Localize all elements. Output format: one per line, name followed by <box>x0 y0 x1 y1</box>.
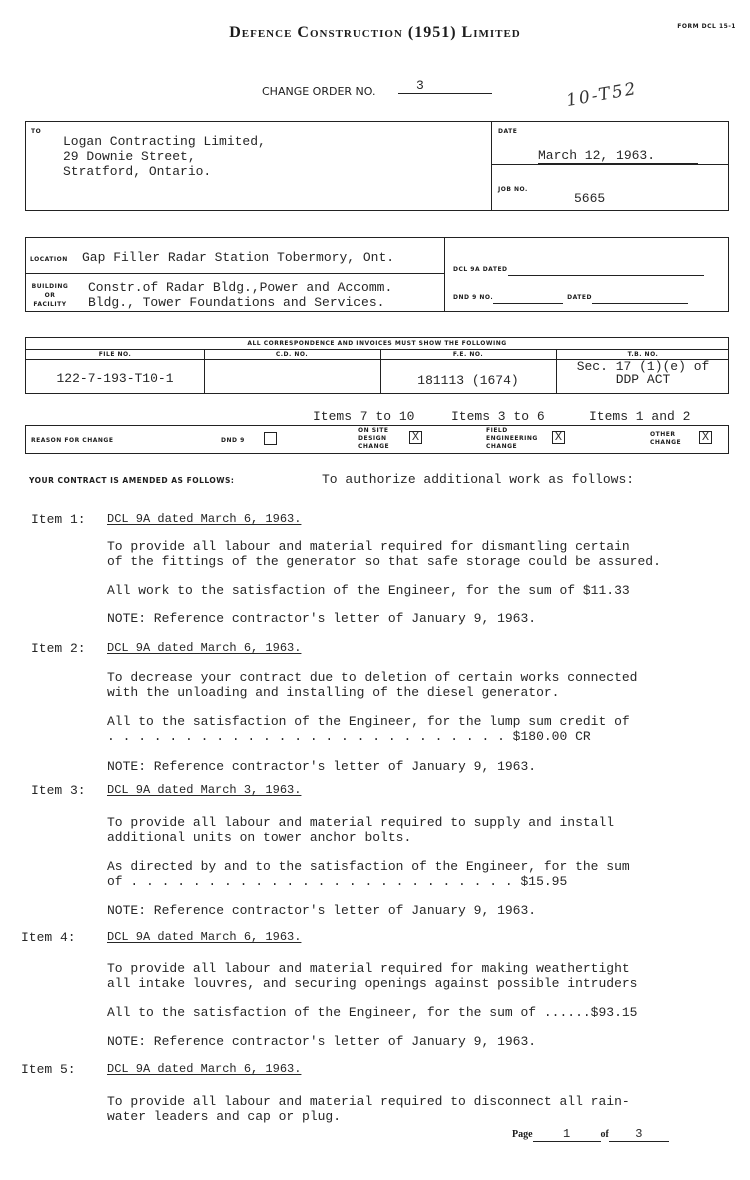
divider <box>444 238 445 311</box>
divider <box>491 122 492 210</box>
job-number-label: JOB NO. <box>498 186 528 193</box>
addressee-box <box>25 121 729 211</box>
item-reference: DCL 9A dated March 6, 1963. <box>107 930 302 944</box>
item-description-line: To provide all labour and material required for dismantling certain <box>107 539 630 554</box>
item-description <box>107 815 614 845</box>
reason-option-field-engineering-label <box>486 427 538 451</box>
change-order-label: CHANGE ORDER NO. <box>262 85 376 98</box>
page-indicator <box>512 1124 669 1142</box>
tb-number-value <box>556 360 730 386</box>
page-number: 1 <box>533 1127 601 1142</box>
item-description <box>107 1094 630 1124</box>
item-note: NOTE: Reference contractor's letter of January 9, 1963. <box>107 759 537 774</box>
building-line: Bldg., Tower Foundations and Services. <box>88 295 385 310</box>
item-sum-line: . . . . . . . . . . . . . . . . . . . . . . . . . . $180.00 CR <box>107 729 591 744</box>
reason-option-other-label <box>650 431 681 447</box>
reason-option-field-engineering-checkbox[interactable]: X <box>552 431 565 444</box>
dnd9-field <box>453 286 688 304</box>
reason-annotation: Items 3 to 6 <box>451 409 545 424</box>
dcl9a-dated-label: DCL 9A DATED <box>453 266 508 273</box>
file-number-value: 122-7-193-T10-1 <box>56 371 174 386</box>
reason-label: REASON FOR CHANGE <box>31 437 114 444</box>
addressee-line: Logan Contracting Limited, <box>63 134 266 149</box>
item-reference: DCL 9A dated March 6, 1963. <box>107 641 302 655</box>
item-description <box>107 670 638 700</box>
fe-number-value: 181113 (1674) <box>417 373 519 388</box>
label-line: CHANGE <box>358 443 390 450</box>
item-sum: All to the satisfaction of the Engineer, for the sum of ......$93.15 <box>107 1005 638 1020</box>
change-order-number: 3 <box>398 78 492 94</box>
item-label: Item 2: <box>31 641 86 656</box>
reason-option-on-site-label <box>358 427 389 451</box>
item-description-line: all intake louvres, and securing openings against possible intruders <box>107 976 638 991</box>
location-box <box>25 237 729 312</box>
dcl9a-dated-line <box>508 266 704 276</box>
label-line: ON SITE <box>358 427 389 434</box>
reason-option-dnd9-label: DND 9 <box>221 437 245 444</box>
item-sum-line: All to the satisfaction of the Engineer, for the lump sum credit of <box>107 714 630 729</box>
addressee-line: 29 Downie Street, <box>63 149 196 164</box>
divider <box>26 273 444 274</box>
item-reference: DCL 9A dated March 6, 1963. <box>107 512 302 526</box>
dnd9-line <box>493 294 563 304</box>
page-total: 3 <box>609 1127 669 1142</box>
job-number-value: 5665 <box>574 191 606 206</box>
item-note: NOTE: Reference contractor's letter of January 9, 1963. <box>107 611 537 626</box>
divider <box>26 349 728 350</box>
item-sum: All work to the satisfaction of the Engineer, for the sum of $11.33 <box>107 583 630 598</box>
location-label: LOCATION <box>30 256 68 263</box>
column-header-cd-no: C.D. NO. <box>275 351 309 358</box>
item-description-line: To provide all labour and material required to supply and install <box>107 815 615 830</box>
building-label <box>30 282 70 309</box>
item-reference: DCL 9A dated March 3, 1963. <box>107 783 302 797</box>
item-description-line: To provide all labour and material required for making weathertight <box>107 961 630 976</box>
item-sum <box>107 859 630 889</box>
reason-annotation: Items 7 to 10 <box>313 409 415 424</box>
location-value: Gap Filler Radar Station Tobermory, Ont. <box>82 250 395 265</box>
addressee-address <box>63 134 266 179</box>
dcl9a-dated-field <box>453 258 704 276</box>
item-note: NOTE: Reference contractor's letter of January 9, 1963. <box>107 1034 537 1049</box>
label-line: OTHER <box>650 431 676 438</box>
building-label-line: BUILDING <box>31 283 69 290</box>
dnd9-dated-line <box>592 294 688 304</box>
label-line: ENGINEERING <box>486 435 538 442</box>
item-description-line: water leaders and cap or plug. <box>107 1109 342 1124</box>
addressee-line: Stratford, Ontario. <box>63 164 212 179</box>
label-line: CHANGE <box>486 443 518 450</box>
dnd9-dated-label: DATED <box>567 294 592 301</box>
item-sum <box>107 714 630 744</box>
tb-number-line: Sec. 17 (1)(e) of <box>576 359 710 374</box>
date-label: DATE <box>498 128 518 135</box>
amendment-label: YOUR CONTRACT IS AMENDED AS FOLLOWS: <box>29 476 235 485</box>
reason-option-dnd9-checkbox[interactable] <box>264 432 277 445</box>
item-description-line: To decrease your contract due to deletion of certain works connected <box>107 670 638 685</box>
column-header-tb-no: T.B. NO. <box>627 351 659 358</box>
item-label: Item 1: <box>31 512 86 527</box>
label-line: FIELD <box>486 427 508 434</box>
item-description-line: of the fittings of the generator so that safe storage could be assured. <box>107 554 661 569</box>
to-label: TO <box>31 128 42 135</box>
item-label: Item 4: <box>21 930 76 945</box>
handwritten-note: 10-T52 <box>564 78 639 112</box>
column-header-file-no: FILE NO. <box>98 351 132 358</box>
dnd9-label: DND 9 NO. <box>453 294 494 301</box>
tb-number-line: DDP ACT <box>615 372 671 387</box>
item-label: Item 5: <box>21 1062 76 1077</box>
divider <box>491 164 728 165</box>
reason-option-other-checkbox[interactable]: X <box>699 431 712 444</box>
page-of-label: of <box>600 1129 609 1140</box>
item-description-line: additional units on tower anchor bolts. <box>107 830 412 845</box>
reason-annotation: Items 1 and 2 <box>589 409 691 424</box>
item-sum-line: of . . . . . . . . . . . . . . . . . . . . . . . . . $15.95 <box>107 874 568 889</box>
building-facility <box>88 280 392 310</box>
amendment-intro: To authorize additional work as follows: <box>322 472 635 487</box>
item-note: NOTE: Reference contractor's letter of January 9, 1963. <box>107 903 537 918</box>
correspondence-box <box>25 337 729 394</box>
form-number: FORM DCL 15-1 <box>677 23 736 30</box>
building-label-line: OR <box>44 292 56 299</box>
item-sum-line: As directed by and to the satisfaction of the Engineer, for the sum <box>107 859 630 874</box>
date-value: March 12, 1963. <box>538 148 698 164</box>
page-label: Page <box>512 1129 533 1140</box>
organization-title: Defence Construction (1951) Limited <box>229 24 521 41</box>
reason-option-on-site-checkbox[interactable]: X <box>409 431 422 444</box>
item-description <box>107 539 661 569</box>
building-line: Constr.of Radar Bldg.,Power and Accomm. <box>88 280 393 295</box>
building-label-line: FACILITY <box>33 301 67 308</box>
reason-for-change-box <box>25 425 729 454</box>
item-description <box>107 961 638 991</box>
correspondence-banner: ALL CORRESPONDENCE AND INVOICES MUST SHOW THE FOLLOWING <box>247 340 507 347</box>
item-label: Item 3: <box>31 783 86 798</box>
item-description-line: To provide all labour and material required to disconnect all rain- <box>107 1094 630 1109</box>
label-line: DESIGN <box>358 435 387 442</box>
item-description-line: with the unloading and installing of the diesel generator. <box>107 685 560 700</box>
column-header-fe-no: F.E. NO. <box>452 351 484 358</box>
item-reference: DCL 9A dated March 6, 1963. <box>107 1062 302 1076</box>
label-line: CHANGE <box>650 439 682 446</box>
